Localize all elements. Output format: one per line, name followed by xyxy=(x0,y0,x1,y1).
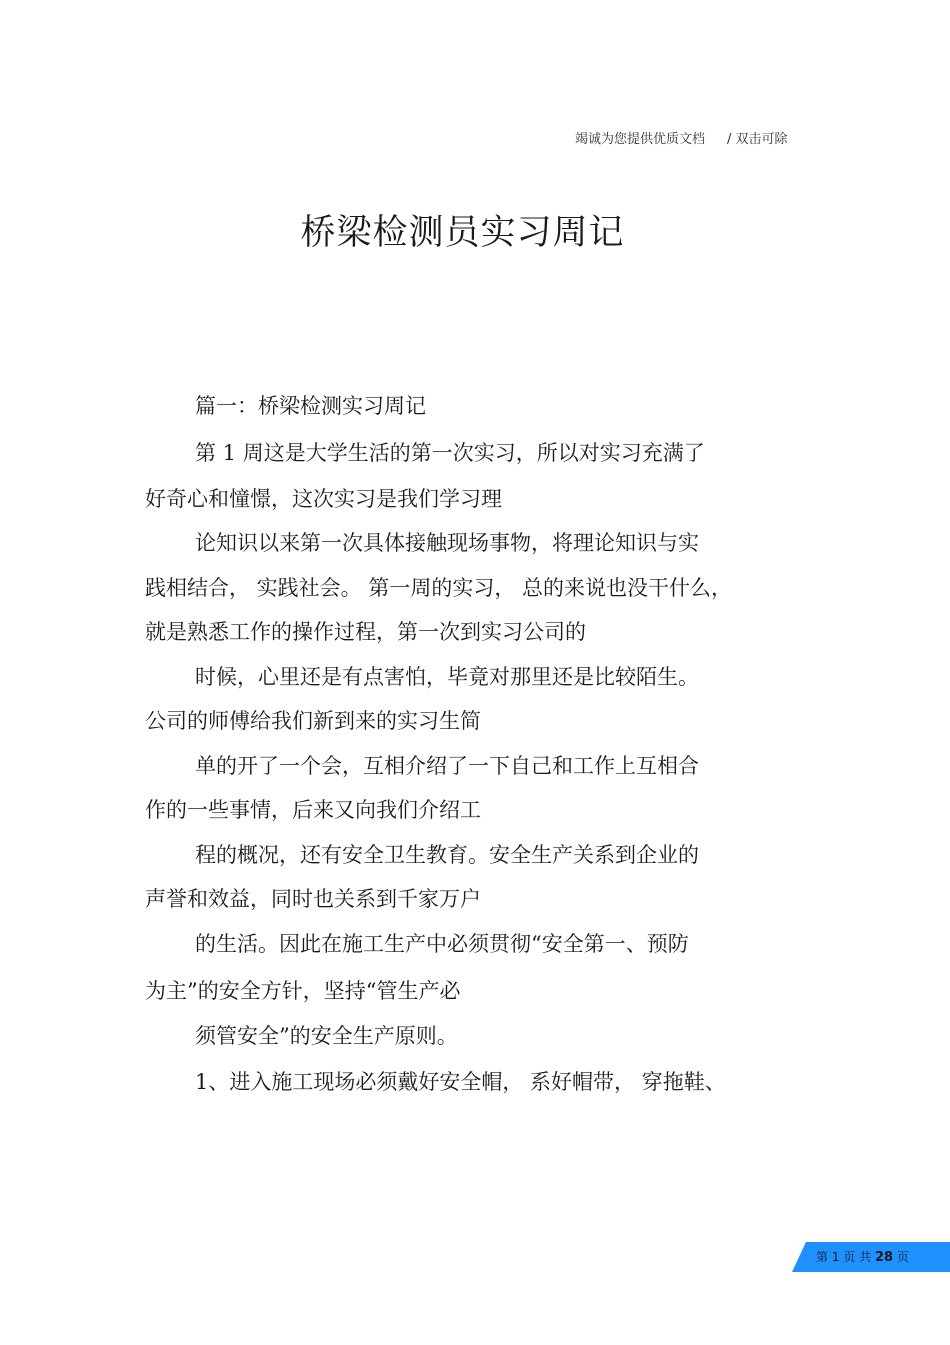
body-line: 的生活。因此在施工生产中必须贯彻“安全第一、预防 xyxy=(195,932,689,956)
body-line: 程的概况，还有安全卫生教育。安全生产关系到企业的 xyxy=(195,843,699,867)
body-line: 1、进入施工现场必须戴好安全帽， 系好帽带， 穿拖鞋、 xyxy=(195,1070,726,1094)
header-remove-hint: / 双击可除 xyxy=(727,132,788,147)
body-line: 作的一些事情，后来又向我们介绍工 xyxy=(145,798,481,822)
page-title: 桥梁检测员实习周记 xyxy=(300,213,625,253)
body-line: 公司的师傅给我们新到来的实习生简 xyxy=(145,709,481,733)
page-current: 1 xyxy=(831,1250,840,1264)
body-line: 须管安全”的安全生产原则。 xyxy=(195,1024,458,1048)
body-line: 践相结合， 实践社会。 第一周的实习， 总的来说也没干什么， xyxy=(145,576,733,600)
page-counter xyxy=(816,1248,909,1265)
header-note-text: 竭诚为您提供优质文档 xyxy=(575,132,706,147)
page-prefix: 第 xyxy=(816,1250,829,1264)
page-total: 28 xyxy=(874,1250,894,1265)
body-line: 第 1 周这是大学生活的第一次实习，所以对实习充满了 xyxy=(195,441,705,465)
page-number-badge xyxy=(792,1242,950,1272)
body-line: 单的开了一个会，互相介绍了一下自己和工作上互相合 xyxy=(195,754,699,778)
body-line: 声誉和效益，同时也关系到千家万户 xyxy=(145,887,481,911)
body-line: 时候，心里还是有点害怕，毕竟对那里还是比较陌生。 xyxy=(195,665,699,689)
page-mid: 页 共 xyxy=(843,1250,872,1264)
body-line: 论知识以来第一次具体接触现场事物，将理论知识与实 xyxy=(195,531,699,555)
body-line: 就是熟悉工作的操作过程，第一次到实习公司的 xyxy=(145,620,586,644)
body-line: 为主”的安全方针，坚持“管生产必 xyxy=(145,979,461,1003)
body-line: 篇一：桥梁检测实习周记 xyxy=(195,394,426,418)
body-line: 好奇心和憧憬，这次实习是我们学习理 xyxy=(145,487,502,511)
page-suffix: 页 xyxy=(896,1250,909,1264)
header-note xyxy=(575,128,788,147)
